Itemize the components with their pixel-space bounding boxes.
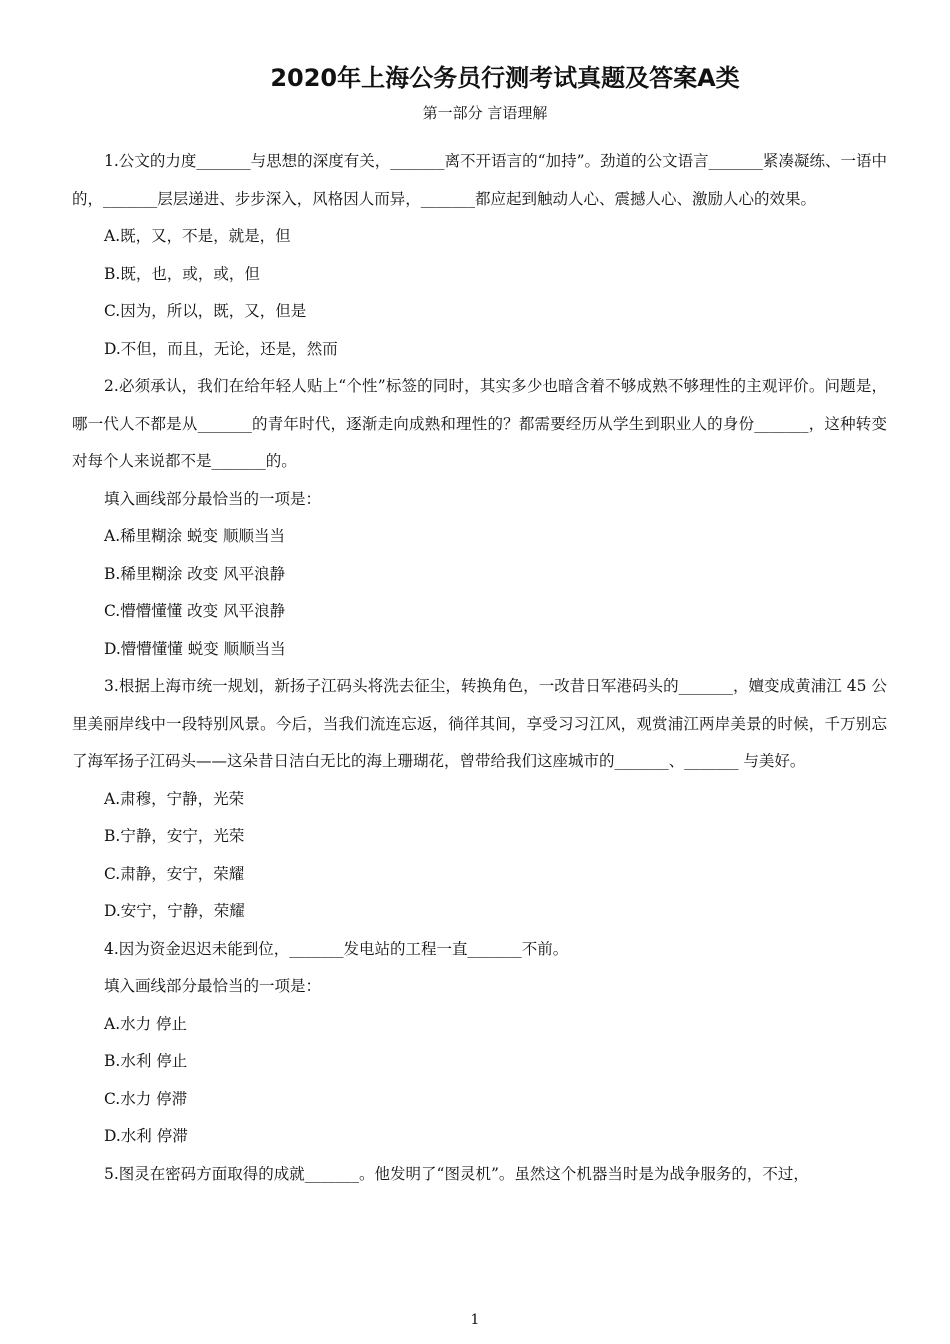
question-3-option-d: D.安宁，宁静，荣耀 — [104, 902, 245, 920]
question-1-option-a: A.既，又，不是，就是，但 — [104, 227, 291, 245]
question-4-stem: 4.因为资金迟迟未能到位，_______发电站的工程一直_______不前。 — [104, 939, 569, 958]
question-2-option-b: B.稀里糊涂 改变 风平浪静 — [104, 564, 286, 583]
page-title: 2020年上海公务员行测考试真题及答案A类 — [270, 64, 740, 92]
question-1-option-b: B.既，也，或，或，但 — [104, 264, 260, 283]
question-4-option-d: D.水利 停滞 — [104, 1127, 188, 1145]
question-2-stem: 2.必须承认，我们在给年轻人贴上“个性”标签的同时，其实多少也暗含着不够成熟不够理性的主观评价。问题是，哪一代人不都是从_______的青年时代，逐渐走向成熟和理性的？都需要经历从学生到职业人的身份_______，这种转变对每个人来说都不是_______的。 — [72, 377, 887, 470]
question-3-option-a: A.肃穆，宁静，光荣 — [104, 789, 245, 808]
question-2-prompt: 填入画线部分最恰当的一项是： — [104, 489, 322, 508]
question-1-option-d: D.不但，而且，无论，还是，然而 — [104, 339, 338, 358]
question-4-option-a: A.水力 停止 — [104, 1014, 188, 1033]
section-heading: 第一部分 言语理解 — [422, 104, 548, 122]
question-4-option-b: B.水利 停止 — [104, 1052, 188, 1070]
question-2-option-a: A.稀里糊涂 蜕变 顺顺当当 — [104, 527, 285, 545]
question-2-option-c: C.懵懵懂懂 改变 风平浪静 — [104, 602, 286, 620]
question-4-prompt: 填入画线部分最恰当的一项是： — [104, 977, 322, 995]
question-3-stem: 3.根据上海市统一规划，新扬子江码头将洗去征尘，转换角色，一改昔日军港码头的_______，嬗变成黄浦江 45 公里美丽岸线中一段特别风景。今后，当我们流连忘返，徜徉其间，享受习习江风，观赏浦江两岸美景的时候，千万别忘了海军扬子江码头——这朵昔日洁白无比的海上珊瑚花，曾带给我们这座城市的_______、_______ 与美好。 — [72, 677, 887, 770]
question-1-option-c: C.因为，所以，既，又，但是 — [104, 302, 307, 320]
question-4-option-c: C.水力 停滞 — [104, 1089, 188, 1108]
question-body — [72, 143, 887, 1193]
question-3-option-c: C.肃静，安宁，荣耀 — [104, 864, 245, 883]
question-3-option-b: B.宁静，安宁，光荣 — [104, 827, 245, 845]
question-2-option-d: D.懵懵懂懂 蜕变 顺顺当当 — [104, 639, 286, 658]
question-1-stem: 1.公文的力度_______与思想的深度有关，_______离不开语言的“加持”。劲道的公文语言_______紧凑凝练、一语中的，_______层层递进、步步深入，风格因人而异，_______都应起到触动人心、震撼人心、激励人心的效果。 — [72, 152, 887, 208]
page-number: 1 — [470, 1312, 480, 1328]
question-5-stem: 5.图灵在密码方面取得的成就_______。他发明了“图灵机”。虽然这个机器当时是为战争服务的，不过， — [104, 1164, 809, 1183]
